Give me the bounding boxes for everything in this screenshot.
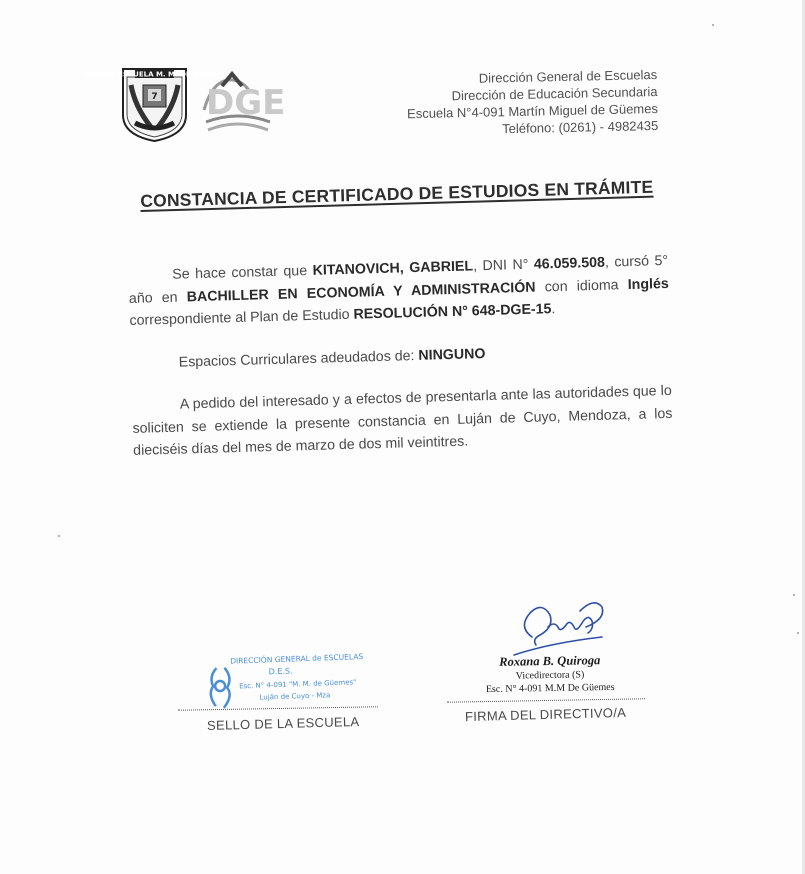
text-segment: con idioma [535, 276, 628, 296]
handwritten-signature [510, 597, 610, 661]
scan-speck [58, 535, 60, 537]
signatory-school: Esc. N° 4-091 M.M De Güemes [485, 681, 615, 696]
signatory-stamp [470, 653, 631, 697]
text-segment: correspondiente al Plan de Estudio [129, 306, 354, 329]
institution-header [345, 66, 658, 141]
scan-speck [793, 594, 795, 596]
signatory-role: Vicedirectora (S) [515, 669, 585, 682]
student-dni: 46.059.508 [533, 254, 606, 273]
document-title: CONSTANCIA DE CERTIFICADO DE ESTUDIOS EN TRÁMITE [140, 176, 654, 211]
program-name: BACHILLER EN ECONOMÍA Y ADMINISTRACIÓN [186, 279, 536, 305]
stamp-line-1: DIRECCIÓN GENERAL de ESCUELAS [230, 652, 364, 666]
scan-speck [712, 24, 714, 26]
stamp-emblem-icon [210, 668, 231, 709]
signature-dotted-line [447, 698, 645, 702]
header-phone: Teléfono: (0261) - 4982435 [501, 117, 659, 137]
resolution-number: RESOLUCIÓN N° 648-DGE-15 [353, 301, 552, 323]
text-segment: Espacios Curriculares adeudados de: [178, 347, 419, 371]
dge-logo [198, 70, 286, 138]
stamp-line-3: Esc. N° 4-091 "M. M. de Güemes" [238, 678, 357, 691]
signature-label: FIRMA DEL DIRECTIVO/A [464, 704, 627, 725]
stamp-line-2: D.E.S. [268, 666, 293, 677]
text-segment: . [551, 301, 556, 318]
pending-subjects-value: NINGUNO [418, 345, 486, 364]
text-segment: , DNI N° [472, 256, 535, 275]
language-name: Inglés [627, 275, 669, 293]
student-name: KITANOVICH, GABRIEL [312, 258, 474, 279]
pending-subjects-paragraph [130, 337, 670, 375]
dge-logo-text: DGE [206, 83, 286, 123]
text-segment: Se hace constar que [172, 262, 313, 283]
issuance-paragraph: A pedido del interesado y a efectos de presentarla ante las autoridades que lo soliciten se extiende la presente constancia en Luján de Cuyo, Mendoza, a los dieciséis días del mes de marzo de dos mil veintitres. [132, 382, 673, 459]
stamp-line-4: Luján de Cuyo - Mza [259, 691, 331, 702]
seal-label: SELLO DE LA ESCUELA [206, 714, 360, 733]
header-line-2: Dirección de Educación Secundaria [451, 83, 658, 104]
header-line-3: Escuela N°4-091 Martín Miguel de Güemes [406, 100, 659, 122]
certification-paragraph [128, 250, 670, 333]
school-crest-logo [82, 67, 227, 142]
text-segment: , cursó 5° año en [128, 252, 669, 307]
crest-banner-text: VERITAS ESCUELA M. M. DE GÜEMES [82, 70, 227, 79]
signatory-name: Roxana B. Quiroga [499, 653, 601, 669]
header-line-1: Dirección General de Escuelas [478, 66, 658, 86]
document-body [128, 250, 673, 463]
scan-speck [797, 632, 799, 634]
svg-text:7: 7 [151, 92, 158, 102]
school-stamp [202, 649, 364, 714]
